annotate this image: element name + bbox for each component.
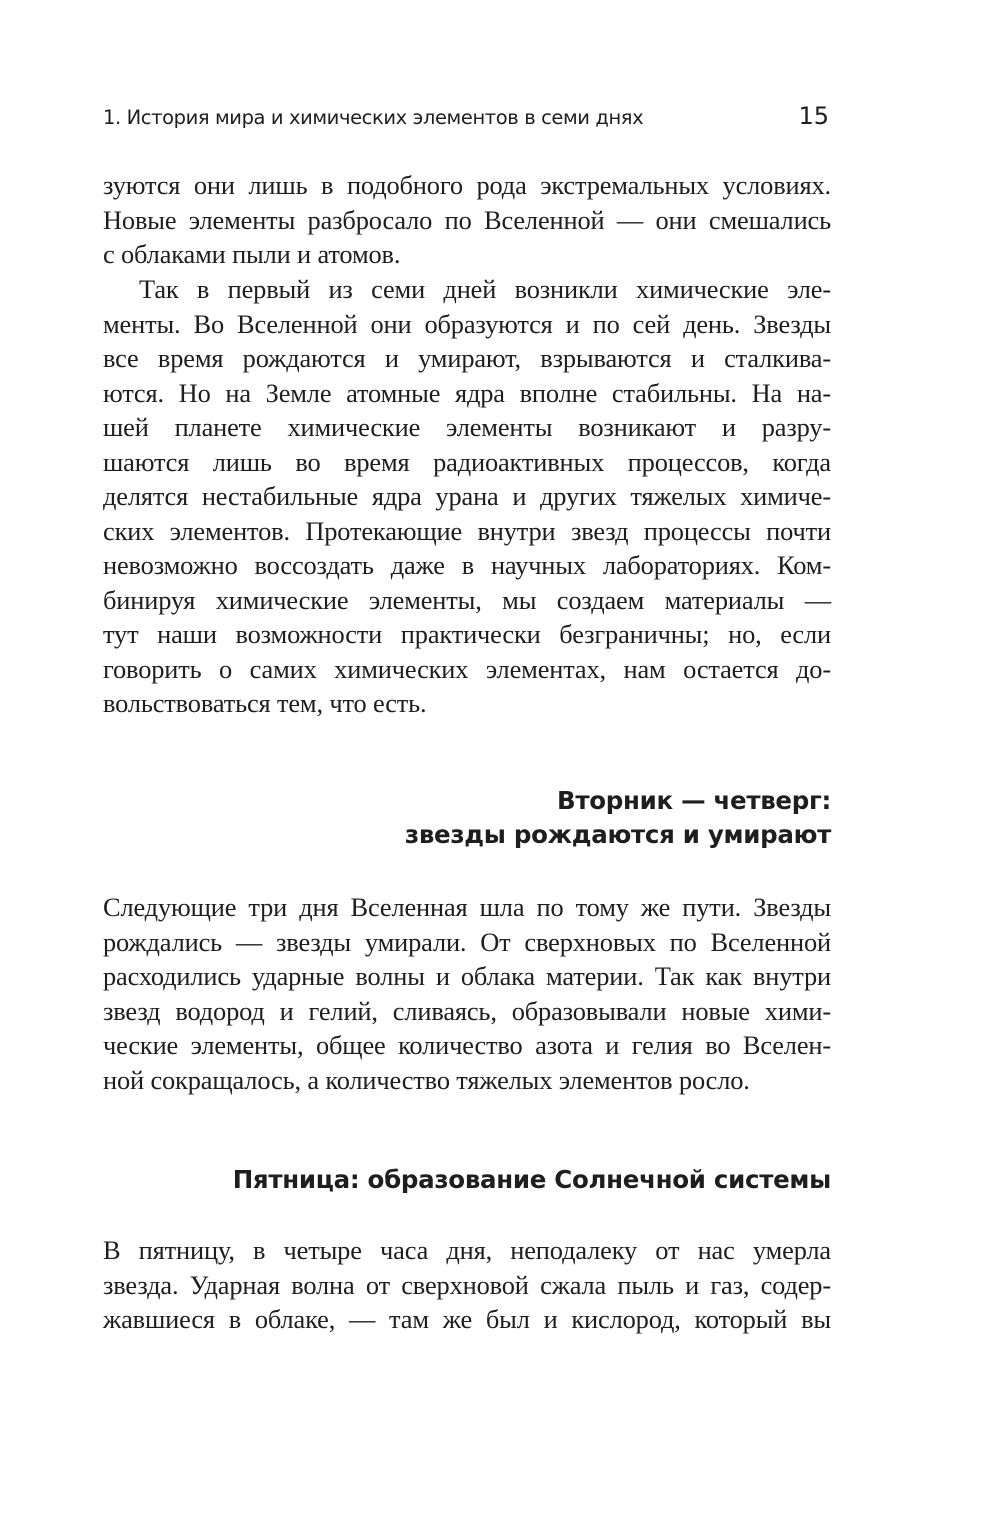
text-line: звезд водород и гелий, сливаясь, образовывали новые хими- <box>103 995 831 1026</box>
text-line: шаются лишь во время радиоактивных процессов, когда <box>103 446 831 477</box>
text-line: ских элементов. Протекающие внутри звезд процессы почти <box>103 515 831 546</box>
page-number: 15 <box>798 102 829 130</box>
text-line: Так в первый из семи дней возникли химические эле- <box>139 274 831 304</box>
text-line: зуются они лишь в подобного рода экстремальных условиях. <box>103 170 831 200</box>
heading-line: звезды рождаются и умирают <box>404 820 831 849</box>
text-line: с облаками пыли и атомов. <box>103 239 401 269</box>
paragraph-friday <box>103 1233 831 1337</box>
running-header <box>103 100 831 134</box>
text-line: рождались — звезды умирали. От сверхновых по Вселенной <box>103 926 831 957</box>
text-line: Новые элементы разбросало по Вселенной — они смешались <box>103 204 831 235</box>
section-heading-tuesday-thursday <box>405 784 831 852</box>
text-line: В пятницу, в четыре часа дня, неподалеку от нас умерла <box>103 1235 831 1265</box>
text-line: делятся нестабильные ядра урана и других тяжелых химиче- <box>103 481 831 511</box>
text-line: звезда. Ударная волна от сверхновой сжала пыль и газ, содер- <box>103 1269 831 1300</box>
running-title: 1. История мира и химических элементов в семи днях <box>103 106 644 129</box>
text-line: ческие элементы, общее количество азота и гелия во Вселен- <box>103 1030 831 1060</box>
heading-line: Пятница: образование Солнечной системы <box>232 1165 831 1194</box>
text-line: шей планете химические элементы возникают и разру- <box>103 412 831 442</box>
text-line: жавшиеся в облаке, — там же был и кислород, который вы <box>103 1304 831 1334</box>
text-line: тут наши возможности практически безграничны; но, если <box>103 619 831 649</box>
heading-line: Вторник — четверг: <box>556 786 831 815</box>
book-page <box>103 0 831 1518</box>
paragraph-first-day <box>103 272 831 721</box>
text-line: расходились ударные волны и облака материи. Так как внутри <box>103 961 831 991</box>
text-line: все время рождаются и умирают, взрываются и сталкива- <box>103 343 831 373</box>
text-line: Следующие три дня Вселенная шла по тому же пути. Звезды <box>103 892 831 922</box>
text-line: ной сокращалось, а количество тяжелых элементов росло. <box>103 1064 750 1095</box>
text-line: говорить о самих химических элементах, нам остается до- <box>103 653 831 684</box>
text-line: невозможно воссоздать даже в научных лабораториях. Ком- <box>103 550 831 580</box>
text-line: бинируя химические элементы, мы создаем материалы — <box>103 584 831 615</box>
paragraph-continued <box>103 168 831 272</box>
section-heading-friday <box>233 1163 831 1197</box>
paragraph-tuesday-thursday <box>103 890 831 1097</box>
text-line: ются. Но на Земле атомные ядра вполне стабильны. На на- <box>103 377 831 408</box>
text-line: вольствоваться тем, что есть. <box>103 688 427 718</box>
text-line: менты. Во Вселенной они образуются и по сей день. Звезды <box>103 308 831 339</box>
